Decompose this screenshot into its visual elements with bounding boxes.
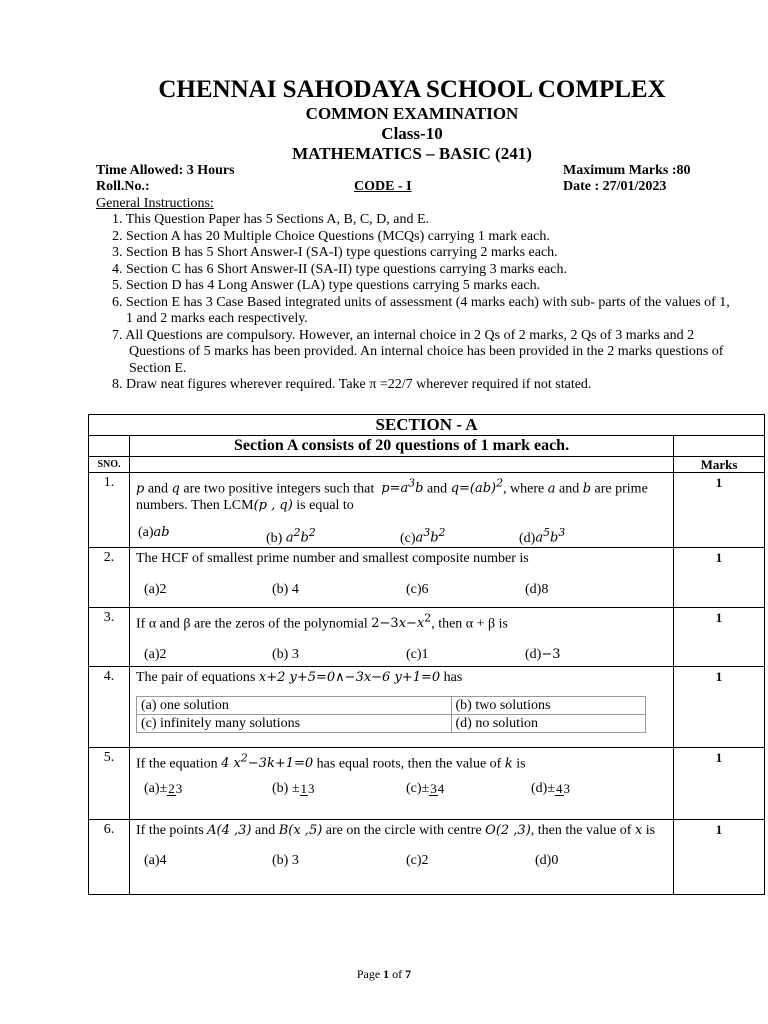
option-b: (b) 4 — [272, 582, 299, 597]
question-marks: 1 — [674, 608, 765, 667]
instruction-item: 7. All Questions are compulsory. However, an internal choice in 2 Qs of 2 marks, 2 Qs of 3 marks and 2 Questions of 5 marks has been provided. An internal choice has been provided in the 2 marks questions of Section E. — [112, 327, 724, 376]
option-d: $(d)a^5b^3$ — [519, 526, 566, 546]
question-row — [89, 608, 765, 667]
option-c: $(c)a^3b^2$ — [400, 526, 446, 546]
question-text: If α and β are the zeros of the polynomial $2-3x-x^2$, then α + β is (a)2 (b) 3 (c)1 (d)−3 — [130, 608, 674, 667]
option-b: (b) 3 — [272, 853, 299, 868]
options-grid — [136, 696, 646, 733]
instructions-list — [112, 212, 732, 394]
option-b: (b) two solutions — [451, 697, 645, 715]
option-b: (b) $a^2b^2$ — [266, 526, 316, 546]
option-c: (c)2 — [406, 853, 429, 868]
question-marks: 1 — [674, 667, 765, 748]
maximum-marks: Maximum Marks :80 — [563, 163, 691, 178]
question-text: The pair of equations x+2 y+5=0∧−3x−6 y+1=0 has (a) one solution (b) two solutions (c) infinitely many solutions (d) no solution — [130, 667, 674, 748]
question-number: 1. — [89, 473, 130, 548]
exam-date: Date : 27/01/2023 — [563, 179, 667, 194]
question-marks: 1 — [674, 473, 765, 548]
option-a: (a)2 — [144, 647, 167, 663]
total-pages: 7 — [405, 967, 412, 981]
section-a-table — [88, 414, 765, 895]
option-d: (d)0 — [535, 853, 559, 868]
question-row — [89, 473, 765, 548]
section-subtitle: Section A consists of 20 questions of 1 mark each. — [130, 436, 674, 457]
option-a: (a) one solution — [137, 697, 452, 715]
question-row — [89, 548, 765, 608]
option-c: (c)1 — [406, 647, 429, 663]
exam-title: COMMON EXAMINATION — [305, 104, 519, 123]
instruction-item: 5. Section D has 4 Long Answer (LA) type questions carrying 5 marks each. — [112, 278, 541, 293]
question-number: 6. — [89, 820, 130, 895]
school-name: CHENNAI SAHODAYA SCHOOL COMPLEX — [158, 76, 666, 103]
option-a: (a)4 — [144, 853, 167, 868]
current-page: 1 — [383, 967, 390, 981]
marks-header: Marks — [674, 457, 765, 473]
subject-title: MATHEMATICS – BASIC (241) — [292, 144, 532, 163]
question-number: 3. — [89, 608, 130, 667]
question-row — [89, 820, 765, 895]
question-marks: 1 — [674, 548, 765, 608]
instruction-item: 2. Section A has 20 Multiple Choice Questions (MCQs) carrying 1 mark each. — [112, 228, 550, 244]
option-d: (d)±43 — [531, 781, 571, 797]
section-title: SECTION - A — [89, 415, 765, 436]
question-text: If the points A(4 ,3) and B(x ,5) are on the circle with centre O(2 ,3), then the value of x is (a)4 (b) 3 (c)2 (d)0 — [130, 820, 674, 895]
instruction-item: 3. Section B has 5 Short Answer-I (SA-I) type questions carrying 2 marks each. — [112, 245, 558, 260]
instruction-item: 6. Section E has 3 Case Based integrated units of assessment (4 marks each) with sub- parts of the values of 1, 1 and 2 marks each respectively. — [112, 294, 730, 326]
instruction-item: 8. Draw neat figures wherever required. Take π =22/7 wherever required if not stated. — [112, 377, 592, 392]
option-d: (d)8 — [525, 582, 549, 597]
question-text: If the equation 4 $x^2-3k+1=0$ has equal roots, then the value of k is (a)±23 (b) ±13 (c)±34 (d)±43 — [130, 748, 674, 820]
instruction-item: 4. Section C has 6 Short Answer-II (SA-II) type questions carrying 3 marks each. — [112, 261, 568, 277]
option-c: (c)6 — [406, 582, 429, 597]
option-d: (d)−3 — [525, 647, 561, 663]
option-a: (a)ab — [138, 525, 170, 541]
question-number: 5. — [89, 748, 130, 820]
question-marks: 1 — [674, 748, 765, 820]
question-number: 4. — [89, 667, 130, 748]
option-b: (b) ±13 — [272, 781, 315, 797]
question-marks: 1 — [674, 820, 765, 895]
instruction-item: 1. This Question Paper has 5 Sections A, B, C, D, and E. — [112, 212, 430, 227]
option-d: (d) no solution — [451, 715, 645, 733]
question-row — [89, 748, 765, 820]
instructions-title: General Instructions: — [96, 196, 214, 211]
page-footer: Page 1 of 7 — [356, 967, 412, 981]
question-text: p and q are two positive integers such that $p=a^3b$ and q=(ab)$^2$, where a and b are prime numbers. Then LCM(p , q) is equal to (a)ab (b) $a^2b^2$ $(c)a^3b^2$ $(d)a^5b^3$ — [130, 473, 674, 548]
option-c: (c) infinitely many solutions — [137, 715, 452, 733]
option-b: (b) 3 — [272, 647, 299, 663]
question-row — [89, 667, 765, 748]
sno-header: SNO. — [89, 457, 130, 473]
paper-code: CODE - I — [354, 179, 412, 194]
class-label: Class-10 — [381, 124, 443, 143]
option-a: (a)2 — [144, 582, 167, 597]
question-number: 2. — [89, 548, 130, 608]
time-allowed: Time Allowed: 3 Hours — [96, 163, 235, 178]
option-c: (c)±34 — [406, 781, 445, 797]
option-a: (a)±23 — [144, 781, 183, 797]
question-text: The HCF of smallest prime number and smallest composite number is (a)2 (b) 4 (c)6 (d)8 — [130, 548, 674, 608]
roll-number: Roll.No.: — [96, 179, 150, 194]
